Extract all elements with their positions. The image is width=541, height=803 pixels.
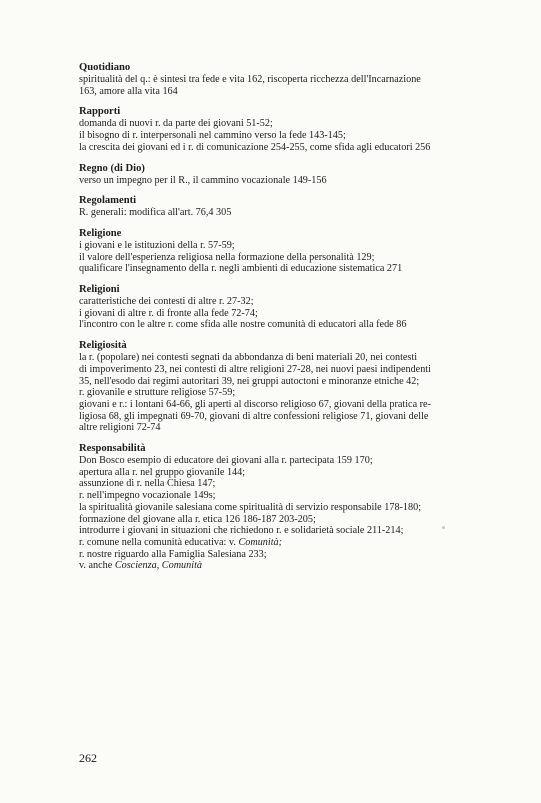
entry-heading: Religione (79, 227, 122, 239)
entry-heading: Religioni (79, 284, 120, 296)
entry-line: la crescita dei giovani ed i r. di comunicazione 254-255, come sfida agli educatori 256 (79, 141, 431, 153)
index-entry-responsabilita (79, 442, 509, 572)
index-entry-regno (79, 162, 509, 187)
entry-line: r. giovanile e strutture religiose 57-59; (79, 387, 236, 399)
entry-line: r. nell'impegno vocazionale 149s; (79, 490, 216, 502)
entry-line: di impoverimento 23, nei contesti di altre religioni 27-28, nei nuovi paesi indipendenti (79, 363, 431, 375)
index-content (79, 61, 509, 580)
entry-line: assunzione di r. nella Chiesa 147; (79, 478, 216, 490)
entry-line: apertura alla r. nel gruppo giovanile 144; (79, 466, 246, 478)
index-entry-rapporti (79, 105, 509, 153)
entry-line: introdurre i giovani in situazioni che richiedono r. e solidarietà sociale 211-214; (79, 525, 404, 537)
page-number: 262 (79, 751, 97, 765)
entry-line: 163, amore alla vita 164 (79, 85, 178, 97)
entry-line (79, 549, 509, 561)
index-entry-quotidiano (79, 61, 509, 97)
entry-line: l'incontro con le altre r. come sfida alle nostre comunità di educatori alla fede 86 (79, 319, 407, 331)
cross-reference: Coscienza, Comunità (114, 560, 202, 572)
entry-line: Don Bosco esempio di educatore dei giovani alla r. partecipata 159 170; (79, 455, 373, 467)
index-entry-religioni (79, 283, 509, 331)
entry-line: formazione del giovane alla r. etica 126 186-187 203-205; (79, 513, 316, 525)
entry-line: la r. (popolare) nei contesti segnati da abbondanza di beni materiali 20, nei contesti (79, 352, 418, 364)
entry-line (79, 537, 509, 549)
entry-line: la spiritualità giovanile salesiana come spiritualità di servizio responsabile 178-180; (79, 501, 422, 513)
entry-line: il valore dell'esperienza religiosa nella formazione della personalità 129; (79, 251, 375, 263)
entry-line: 35, nell'esodo dai regimi autoritari 39, nei gruppi autoctoni e minoranze etniche 42; (79, 375, 420, 387)
entry-line (79, 560, 509, 572)
entry-line: verso un impegno per il R., il cammino vocazionale 149-156 (79, 174, 327, 186)
entry-line: altre religioni 72-74 (79, 422, 161, 434)
entry-text: r. nostre riguardo alla Famiglia Salesiana 233; (79, 548, 267, 560)
entry-line: giovani e r.: i lontani 64-66, gli aperti al discorso religioso 67, giovani della pratica re- (79, 398, 431, 410)
print-speck (442, 526, 445, 529)
entry-line: caratteristiche dei contesti di altre r. 27-32; (79, 296, 254, 308)
entry-heading: Regolamenti (79, 195, 137, 207)
index-entry-regolamenti (79, 194, 509, 219)
entry-heading: Quotidiano (79, 62, 131, 73)
entry-line: R. generali: modifica all'art. 76,4 305 (79, 207, 232, 219)
entry-text: r. comune nella comunità educativa: v. (79, 536, 239, 548)
entry-text: v. anche (79, 560, 115, 572)
entry-heading: Religiosità (79, 340, 127, 352)
entry-line: spiritualità del q.: è sintesi tra fede e vita 162, riscoperta ricchezza dell'Incarnazione (79, 74, 421, 85)
entry-heading: Rapporti (79, 106, 121, 118)
cross-reference: Comunità; (238, 536, 283, 548)
entry-line: i giovani e le istituzioni della r. 57-59; (79, 239, 235, 251)
index-entry-religiosita (79, 339, 509, 434)
entry-line: ligiosa 68, gli impegnati 69-70, giovani di altre confessioni religiose 71, giovani delle (79, 410, 429, 422)
entry-line: il bisogno di r. interpersonali nel cammino verso la fede 143-145; (79, 130, 346, 142)
entry-line: qualificare l'insegnamento della r. negli ambienti di educazione sistematica 271 (79, 263, 403, 275)
index-entry-religione (79, 227, 509, 275)
entry-heading: Regno (di Dio) (79, 162, 145, 174)
entry-line: i giovani di altre r. di fronte alla fede 72-74; (79, 307, 258, 319)
entry-line: domanda di nuovi r. da parte dei giovani 51-52; (79, 118, 273, 130)
entry-heading: Responsabilità (79, 443, 146, 455)
